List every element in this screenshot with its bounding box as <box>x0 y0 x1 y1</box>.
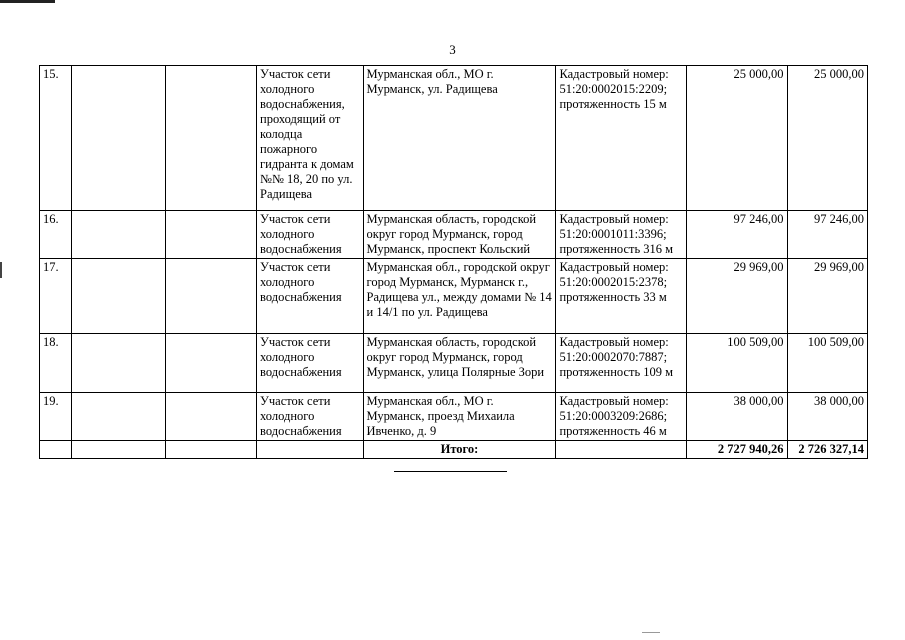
object-address: Мурманская область, городской округ город Мурманск, город Мурманск, проспект Кольский <box>363 211 556 259</box>
table-row <box>40 393 868 441</box>
object-name: Участок сети холодного водоснабжения, проходящий от колодца пожарного гидранта к домам №№ 18, 20 по ул. Радищева <box>257 66 364 211</box>
object-name: Участок сети холодного водоснабжения <box>257 259 364 334</box>
empty-cell <box>72 393 165 441</box>
total-label: Итого: <box>363 441 556 459</box>
object-address: Мурманская обл., МО г. Мурманск, ул. Радищева <box>363 66 556 211</box>
scan-mark-top <box>0 0 55 3</box>
row-number: 16. <box>40 211 72 259</box>
row-number: 18. <box>40 334 72 393</box>
value-1: 38 000,00 <box>687 393 787 441</box>
object-name: Участок сети холодного водоснабжения <box>257 211 364 259</box>
cadastral-info: Кадастровый номер: 51:20:0002015:2209; протяженность 15 м <box>556 66 687 211</box>
object-address: Мурманская обл., городской округ город Мурманск, Мурманск г., Радищева ул., между домами № 14 и 14/1 по ул. Радищева <box>363 259 556 334</box>
row-number: 15. <box>40 66 72 211</box>
cadastral-info: Кадастровый номер: 51:20:0001011:3396; протяженность 316 м <box>556 211 687 259</box>
row-number: 19. <box>40 393 72 441</box>
empty-cell <box>556 441 687 459</box>
value-2: 38 000,00 <box>787 393 867 441</box>
table-row <box>40 334 868 393</box>
value-1: 29 969,00 <box>687 259 787 334</box>
object-name: Участок сети холодного водоснабжения <box>257 393 364 441</box>
empty-cell <box>165 259 256 334</box>
empty-cell <box>165 66 256 211</box>
empty-cell <box>72 66 165 211</box>
cadastral-info: Кадастровый номер: 51:20:0003209:2686; протяженность 46 м <box>556 393 687 441</box>
object-name: Участок сети холодного водоснабжения <box>257 334 364 393</box>
cadastral-info: Кадастровый номер: 51:20:0002070:7887; протяженность 109 м <box>556 334 687 393</box>
empty-cell <box>165 393 256 441</box>
row-number: 17. <box>40 259 72 334</box>
object-address: Мурманская обл., МО г. Мурманск, проезд Михаила Ивченко, д. 9 <box>363 393 556 441</box>
empty-cell <box>72 334 165 393</box>
table-row <box>40 211 868 259</box>
empty-cell <box>165 334 256 393</box>
closing-rule <box>394 471 507 472</box>
cadastral-info: Кадастровый номер: 51:20:0002015:2378; протяженность 33 м <box>556 259 687 334</box>
total-value-2: 2 726 327,14 <box>787 441 867 459</box>
empty-cell <box>165 441 256 459</box>
value-1: 100 509,00 <box>687 334 787 393</box>
total-value-1: 2 727 940,26 <box>687 441 787 459</box>
empty-cell <box>72 211 165 259</box>
page-number: 3 <box>449 42 456 57</box>
table-row <box>40 66 868 211</box>
property-table <box>39 65 868 459</box>
empty-cell <box>72 441 165 459</box>
scan-mark-side <box>0 262 2 278</box>
table-row <box>40 259 868 334</box>
scan-mark-bottom <box>642 632 660 633</box>
object-address: Мурманская область, городской округ город Мурманск, город Мурманск, улица Полярные Зори <box>363 334 556 393</box>
empty-cell <box>72 259 165 334</box>
value-2: 29 969,00 <box>787 259 867 334</box>
empty-cell <box>257 441 364 459</box>
value-2: 25 000,00 <box>787 66 867 211</box>
value-2: 97 246,00 <box>787 211 867 259</box>
value-1: 25 000,00 <box>687 66 787 211</box>
empty-cell <box>165 211 256 259</box>
value-1: 97 246,00 <box>687 211 787 259</box>
value-2: 100 509,00 <box>787 334 867 393</box>
total-row <box>40 441 868 459</box>
empty-cell <box>40 441 72 459</box>
